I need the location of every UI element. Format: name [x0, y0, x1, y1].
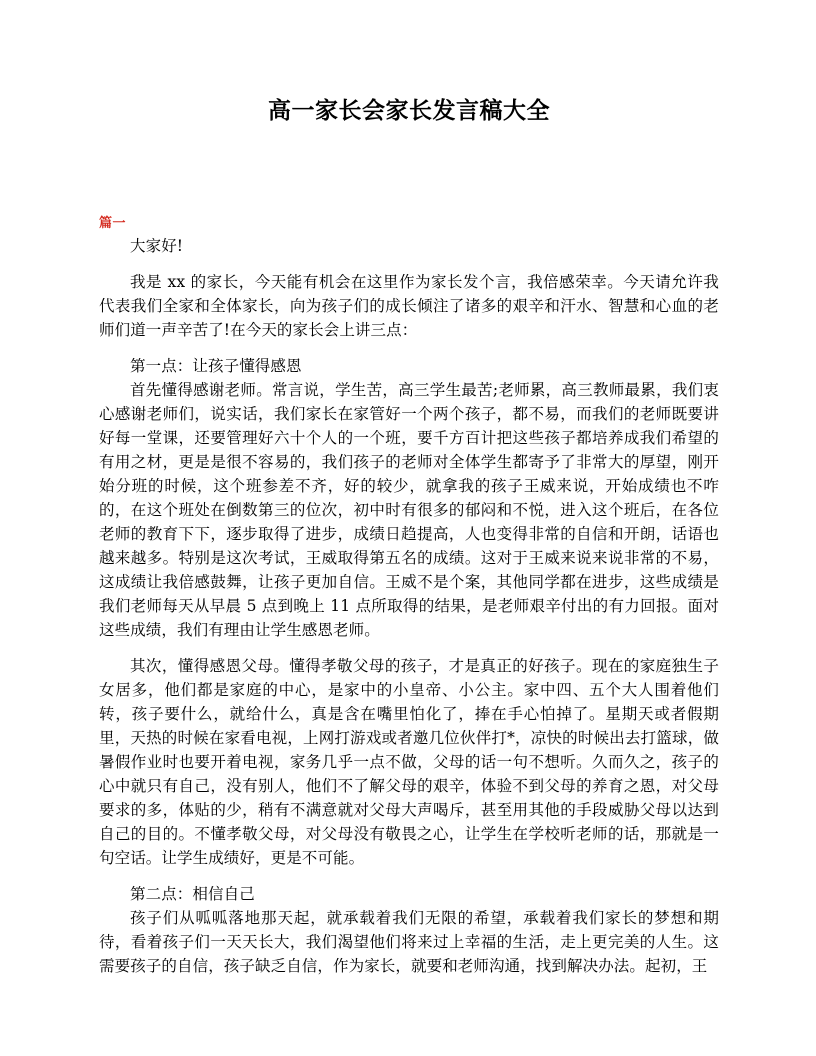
paragraph-gratitude-teachers: 首先懂得感谢老师。常言说，学生苦，高三学生最苦;老师累，高三教师最累，我们衷心感谢老师们，说实话，我们家长在家管好一个两个孩子，都不易，而我们的老师既要讲好每一堂课，还要管理好六十个人的一个班，要千方百计把这些孩子都培养成我们希望的有用之材，更是是很不容易的，我们孩子的老师对全体学生都寄予了非常大的厚望，刚开始分班的时候，这个班参差不齐，好的较少，就拿我的孩子王威来说，开始成绩也不咋的，在这个班处在倒数第三的位次，初中时有很多的郁闷和不悦，进入这个班后，在各位老师的教育下下，逐步取得了进步，成绩日趋提高，人也变得非常的自信和开朗，话语也越来越多。特别是这次考试，王威取得第五名的成绩。这对于王威来说来说非常的不易，这成绩让我倍感鼓舞，让孩子更加自信。王威不是个案，其他同学都在进步，这些成绩是我们老师每天从早晨 5 点到晚上 11 点所取得的结果，是老师艰辛付出的有力回报。面对这些成绩，我们有理由让学生感恩老师。 — [99, 381, 719, 639]
paragraph-gratitude-parents: 其次，懂得感恩父母。懂得孝敬父母的孩子，才是真正的好孩子。现在的家庭独生子女居多，他们都是家庭的中心，是家中的小皇帝、小公主。家中四、五个大人围着他们转，孩子要什么，就给什么，真是含在嘴里怕化了，捧在手心怕掉了。星期天或者假期里，天热的时候在家看电视，上网打游戏或者邀几位伙伴打*，凉快的时候出去打篮球，做暑假作业时也要开着电视，家务几乎一点不做，父母的话一句不想听。久而久之，孩子的心中就只有自己，没有别人，他们不了解父母的艰辛，体验不到父母的养育之恩，对父母要求的多，体贴的少，稍有不满意就对父母大声喝斥，甚至用其他的手段威胁父母以达到自己的目的。不懂孝敬父母，对父母没有敬畏之心，让学生在学校听老师的话，那就是一句空话。让学生成绩好，更是不可能。 — [99, 657, 719, 867]
document-content — [99, 0, 719, 978]
paragraph-opening: 我是 xx 的家长，今天能有机会在这里作为家长发个言，我倍感荣幸。今天请允许我代表我们全家和全体家长，向为孩子们的成长倾注了诸多的艰辛和汗水、智慧和心血的老师们道一声辛苦了!在今天的家长会上讲三点： — [99, 273, 719, 339]
body-blocks — [99, 270, 719, 978]
subheading-point-one: 第一点：让孩子懂得感恩 — [130, 357, 302, 375]
subheading-point-two: 第二点：相信自己 — [130, 885, 255, 903]
page-title: 高一家长会家长发言稿大全 — [268, 97, 550, 124]
section-marker-pian-yi: 篇一 — [99, 216, 127, 231]
greeting-line: 大家好! — [130, 237, 184, 255]
paragraph-self-confidence: 孩子们从呱呱落地那天起，就承载着我们无限的希望，承载着我们家长的梦想和期待，看着孩子们一天天长大，我们渴望他们将来过上幸福的生活，走上更完美的人生。这需要孩子的自信，孩子缺乏自信，作为家长，就要和老师沟通，找到解决办法。起初，王 — [99, 909, 719, 975]
